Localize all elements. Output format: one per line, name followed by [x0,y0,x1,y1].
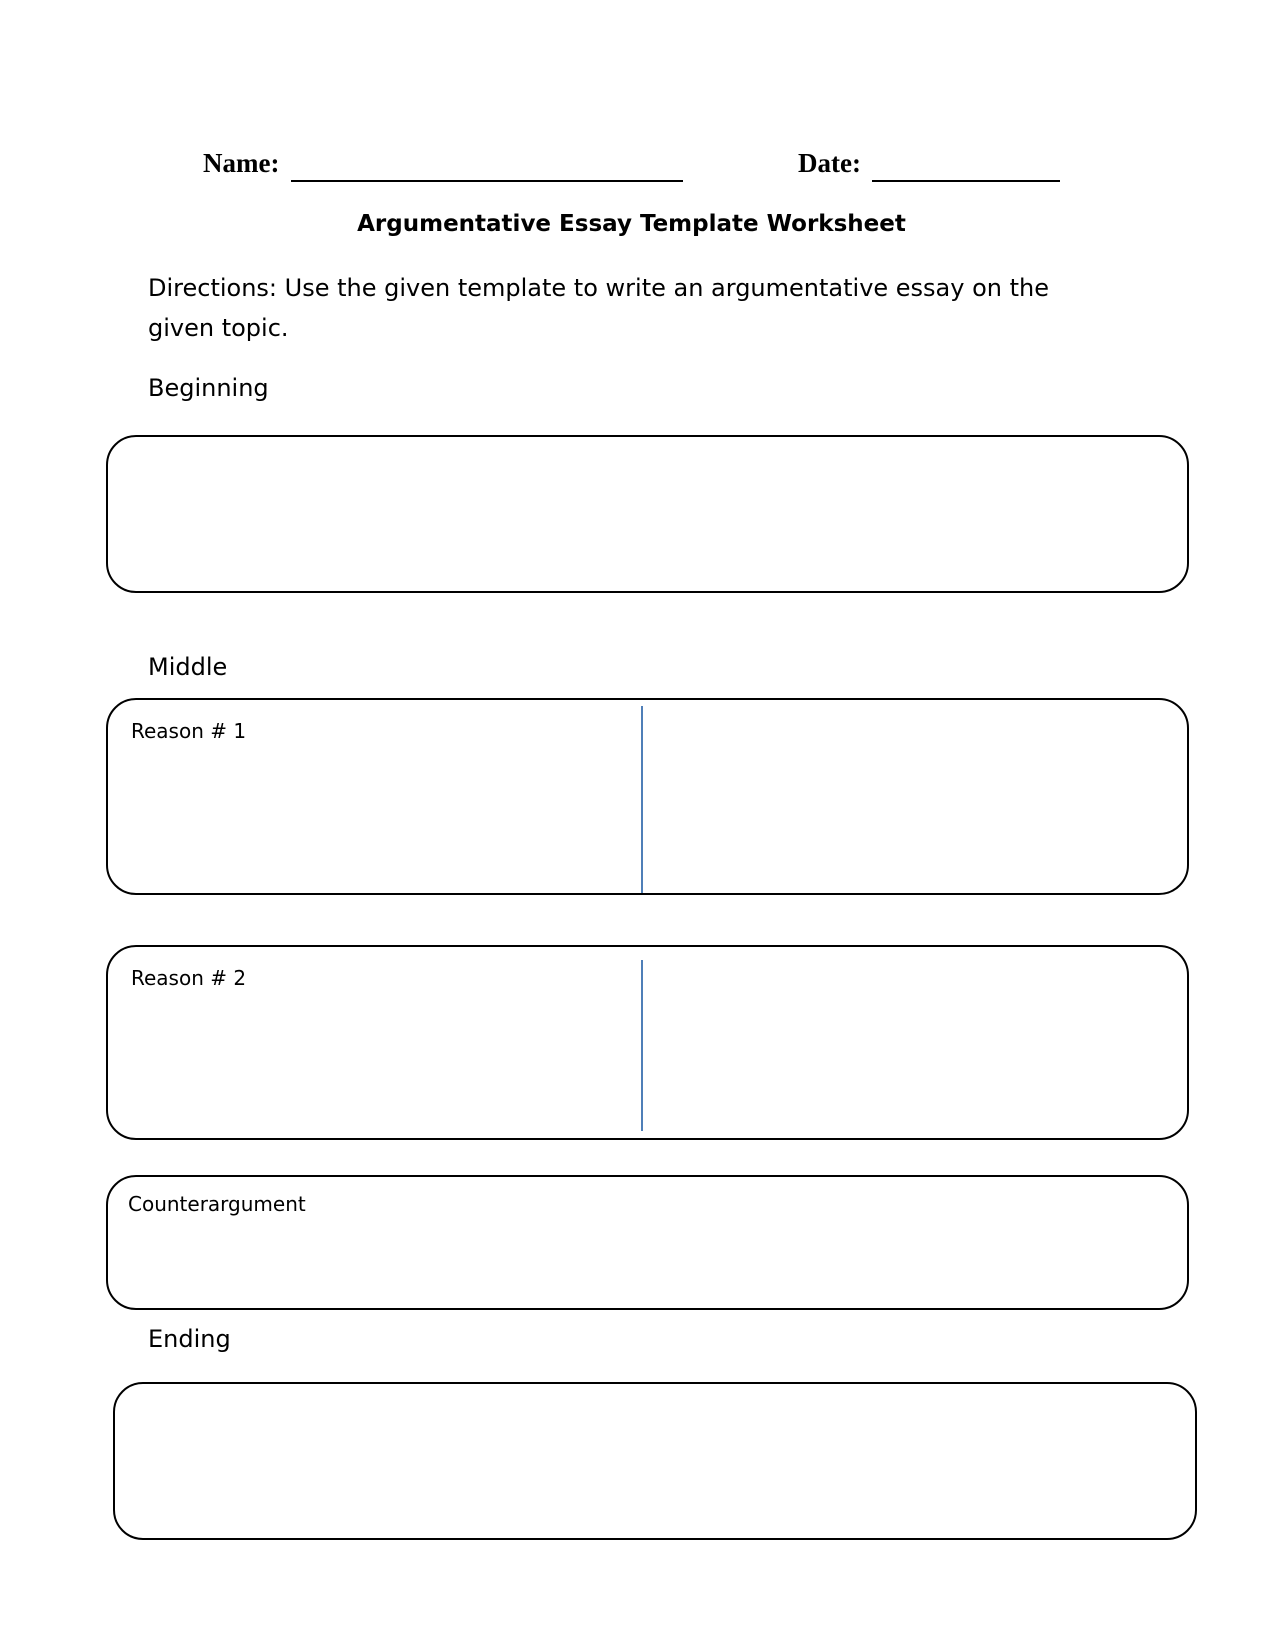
reason-1-label: Reason # 1 [131,719,247,743]
middle-label: Middle [148,653,228,681]
reason-2-label: Reason # 2 [131,966,247,990]
date-label: Date: [798,148,861,178]
ending-label: Ending [148,1325,231,1353]
reason-1-divider [641,706,643,893]
beginning-label: Beginning [148,374,269,402]
directions-text: Directions: Use the given template to write an argumentative essay on the given topic. [148,274,1050,342]
reason-1-box[interactable] [106,698,1189,895]
name-field[interactable] [291,148,683,182]
reason-2-box[interactable] [106,945,1189,1140]
counterargument-label: Counterargument [128,1192,306,1216]
reason-2-divider [641,960,643,1131]
name-label: Name: [203,148,280,178]
beginning-box[interactable] [106,435,1189,593]
date-field[interactable] [872,148,1060,182]
worksheet-title: Argumentative Essay Template Worksheet [357,211,906,237]
ending-box[interactable] [113,1382,1197,1540]
